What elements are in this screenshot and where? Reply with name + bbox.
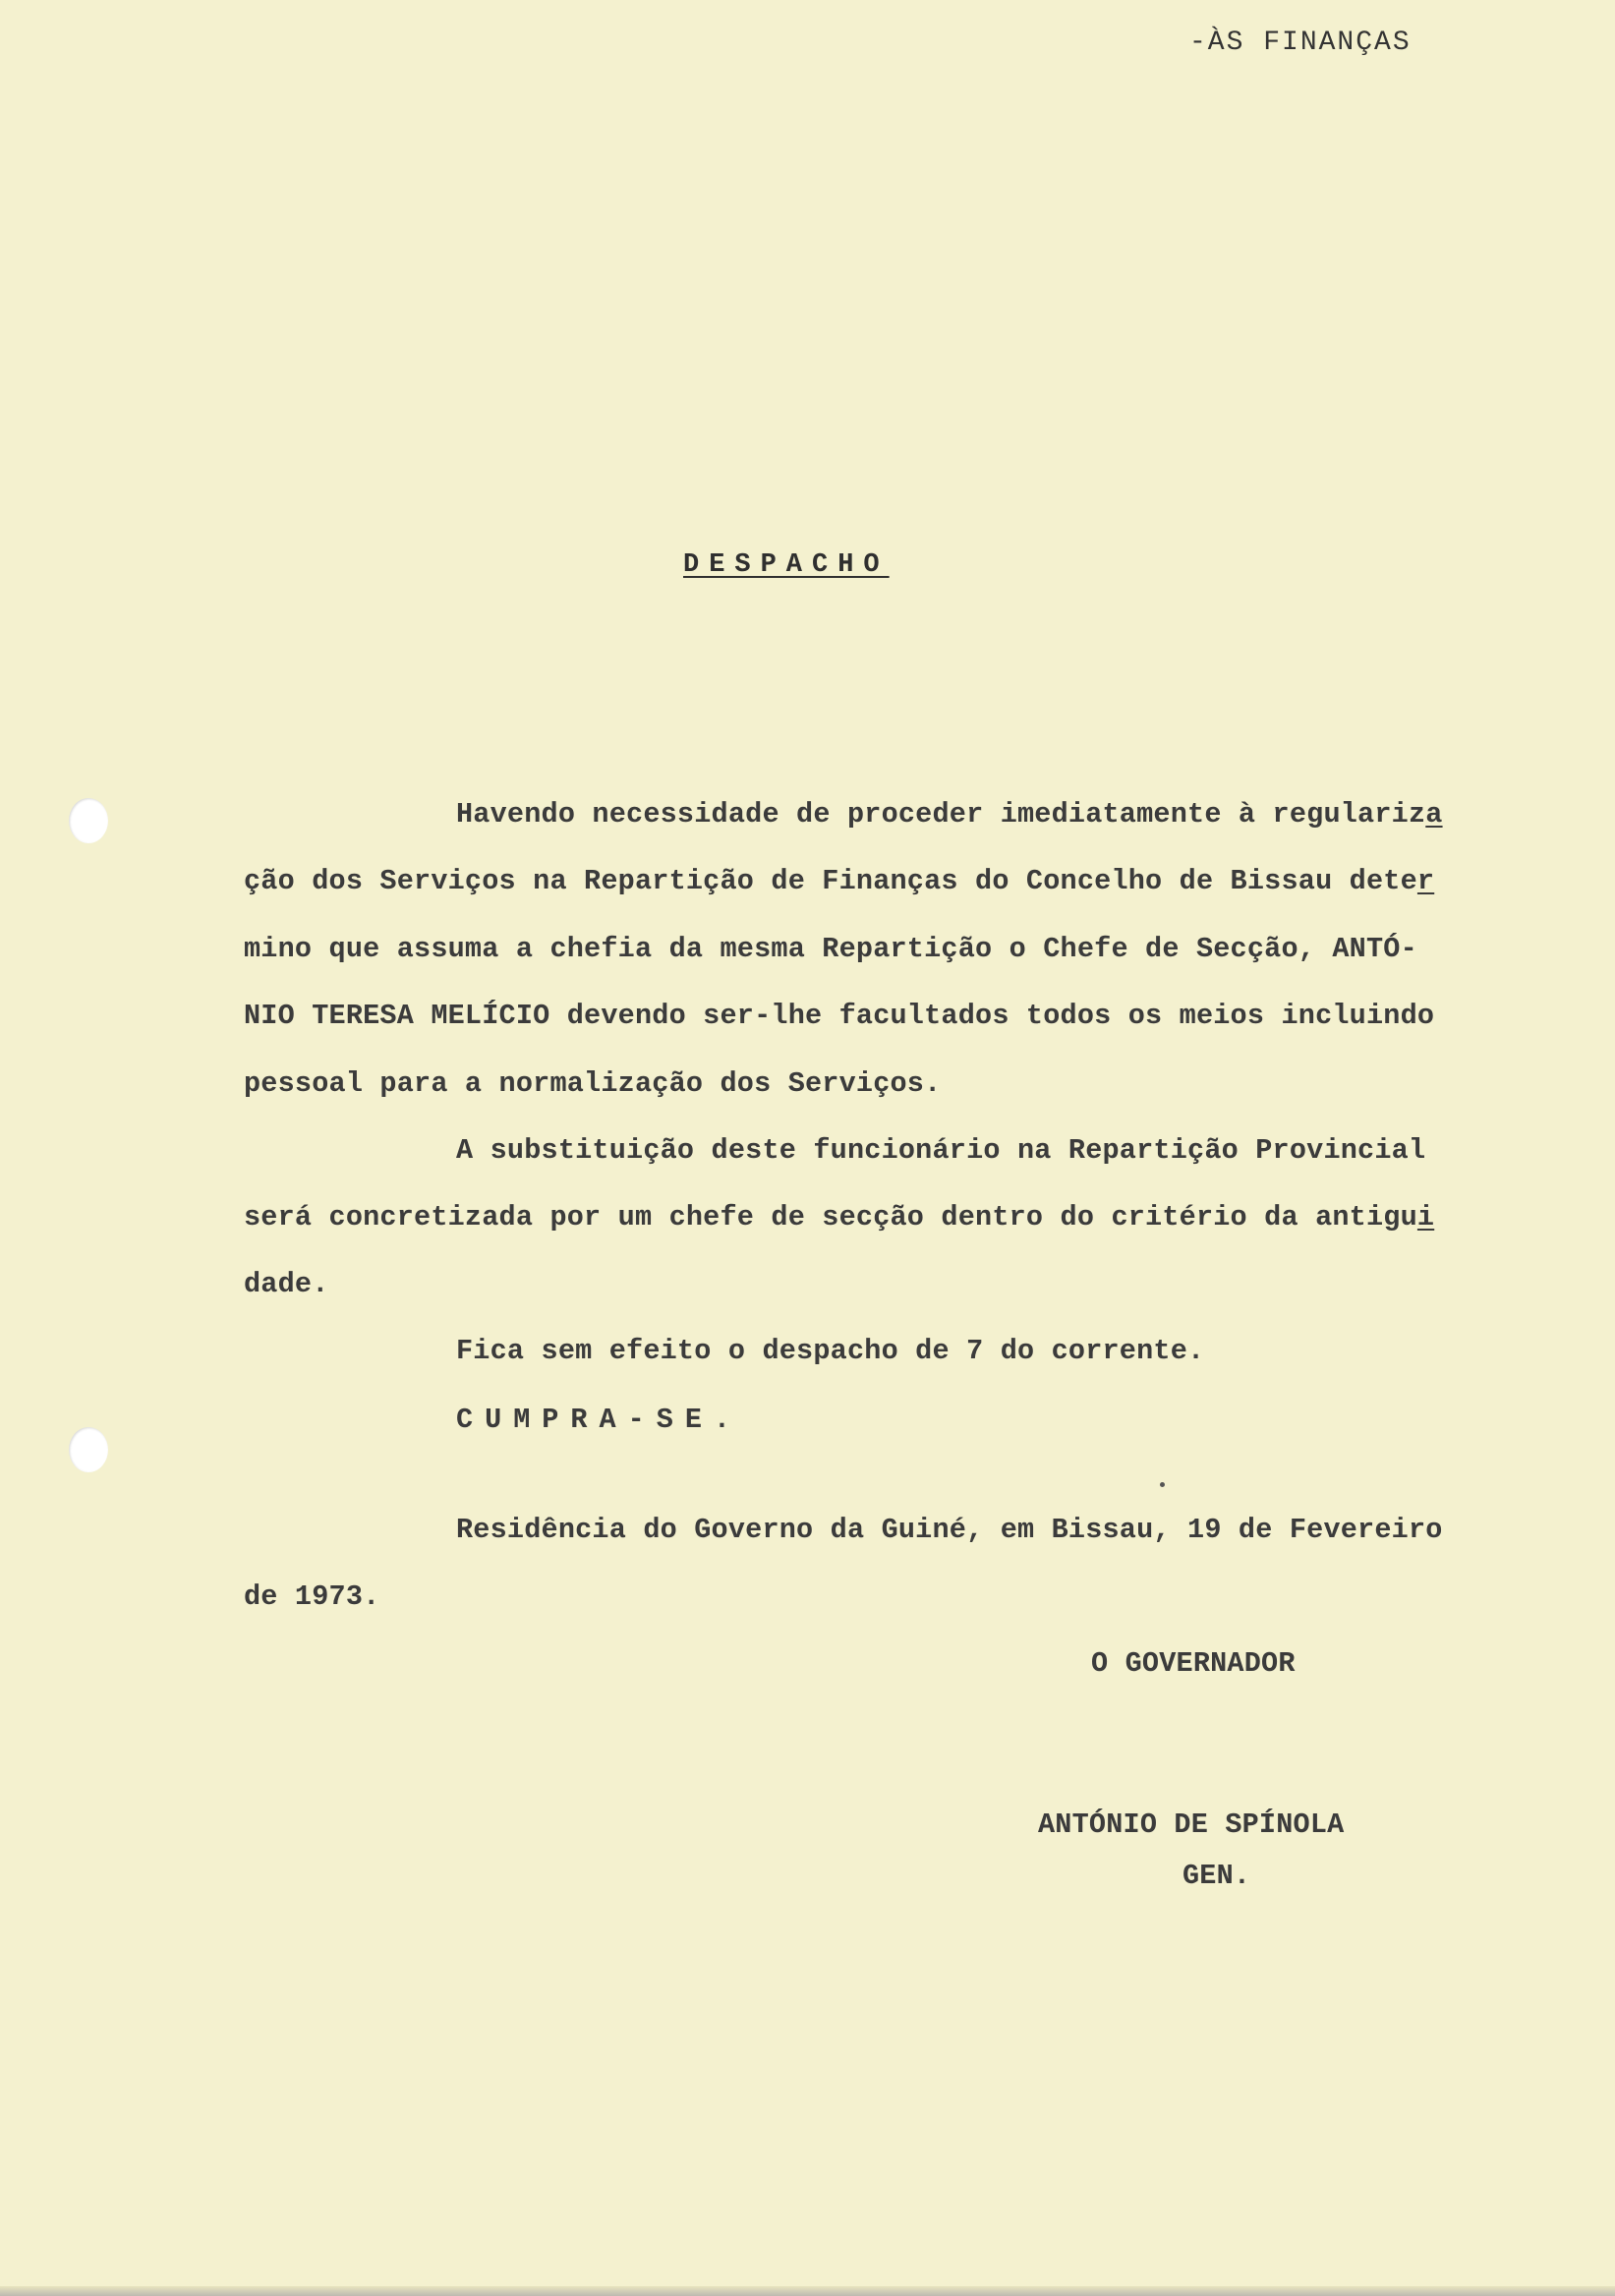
paragraph1-line1-tail: a: [1425, 798, 1443, 831]
paragraph1-line4: NIO TERESA MELÍCIO devendo ser-lhe facultados todos os meios incluindo: [244, 1000, 1435, 1032]
punch-hole-bottom: [69, 1427, 108, 1472]
paragraph2-line2-tail: i: [1416, 1201, 1435, 1234]
paragraph2-line1: A substituição deste funcionário na Repartição Provincial: [456, 1134, 1426, 1167]
paragraph2-line3: dade.: [244, 1268, 329, 1300]
paragraph1-line2: [244, 865, 1434, 897]
paragraph1-line1: [456, 798, 1443, 831]
signature-rank: GEN.: [1182, 1860, 1251, 1892]
document-title: DESPACHO: [683, 550, 890, 580]
scan-edge: [0, 2286, 1615, 2296]
signature-role: O GOVERNADOR: [1091, 1647, 1296, 1680]
paragraph1-line2-main: ção dos Serviços na Repartição de Finanças do Concelho de Bissau dete: [244, 865, 1417, 897]
punch-hole-top: [69, 798, 108, 843]
order-cumpra-se: CUMPRA-SE.: [456, 1404, 743, 1436]
paragraph2-line2-main: será concretizada por um chefe de secção dentro do critério da antigu: [244, 1201, 1417, 1234]
paragraph1-line2-tail: r: [1416, 865, 1435, 897]
signature-name: ANTÓNIO DE SPÍNOLA: [1038, 1808, 1345, 1841]
paragraph1-line3: mino que assuma a chefia da mesma Repartição o Chefe de Secção, ANTÓ-: [244, 933, 1417, 965]
place-date-line2: de 1973.: [244, 1580, 380, 1613]
paragraph3: Fica sem efeito o despacho de 7 do corrente.: [456, 1335, 1205, 1367]
paragraph2-line2: [244, 1201, 1434, 1234]
paragraph1-line1-main: Havendo necessidade de proceder imediatamente à regulariz: [456, 798, 1426, 831]
place-date-line1: Residência do Governo da Guiné, em Bissau, 19 de Fevereiro: [456, 1514, 1443, 1546]
ink-dot: [1160, 1482, 1165, 1487]
paragraph1-line5: pessoal para a normalização dos Serviços.: [244, 1067, 942, 1100]
header-reference: -ÀS FINANÇAS: [1189, 28, 1412, 58]
